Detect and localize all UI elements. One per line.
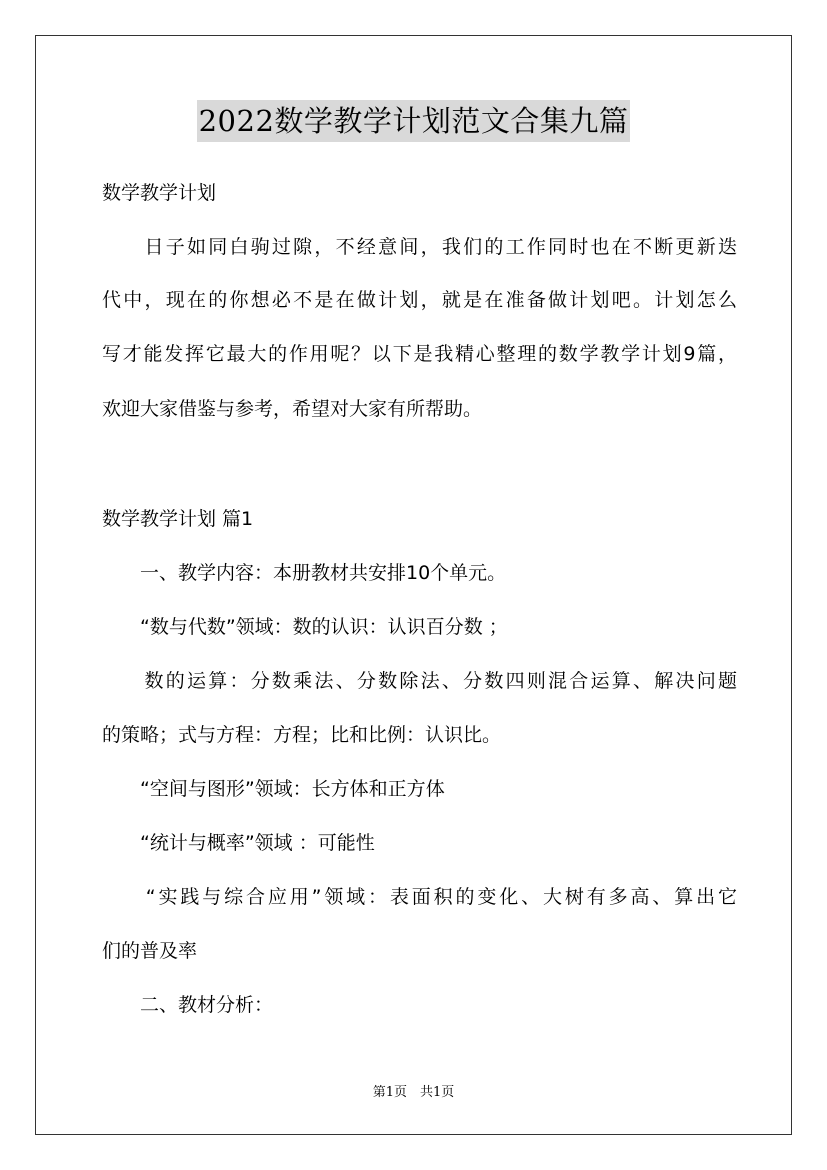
intro-paragraph-line: 代中，现在的你想必不是在做计划，就是在准备做计划吧。计划怎么 [102,289,737,311]
intro-paragraph-line: 日子如同白驹过隙，不经意间，我们的工作同时也在不断更新迭 [102,236,737,258]
body-line: 们的普及率 [102,940,198,962]
body-line: “空间与图形”领域：长方体和正方体 [102,778,445,800]
intro-paragraph-line: 写才能发挥它最大的作用呢？以下是我精心整理的数学教学计划9篇， [102,343,737,365]
intro-paragraph-line: 欢迎大家借鉴与参考，希望对大家有所帮助。 [102,398,483,420]
body-line: “实践与综合应用”领域：表面积的变化、大树有多高、算出它 [102,886,737,908]
title-container [0,100,827,142]
body-line: “数与代数”领域：数的认识：认识百分数 ； [102,616,508,638]
body-line: 数的运算：分数乘法、分数除法、分数四则混合运算、解决问题 [102,670,737,692]
body-line: 二、教材分析： [102,994,274,1016]
body-line: 的策略；式与方程：方程；比和比例：认识比。 [102,724,502,746]
body-line: “统计与概率”领域 ：可能性 [102,832,375,854]
page-footer: 第1页 共1页 [372,1085,455,1100]
body-line: 一、教学内容：本册教材共安排10个单元。 [102,562,507,584]
intro-heading: 数学教学计划 [102,182,217,204]
section-heading: 数学教学计划 篇1 [102,508,254,530]
document-title: 2022数学教学计划范文合集九篇 [197,100,631,142]
